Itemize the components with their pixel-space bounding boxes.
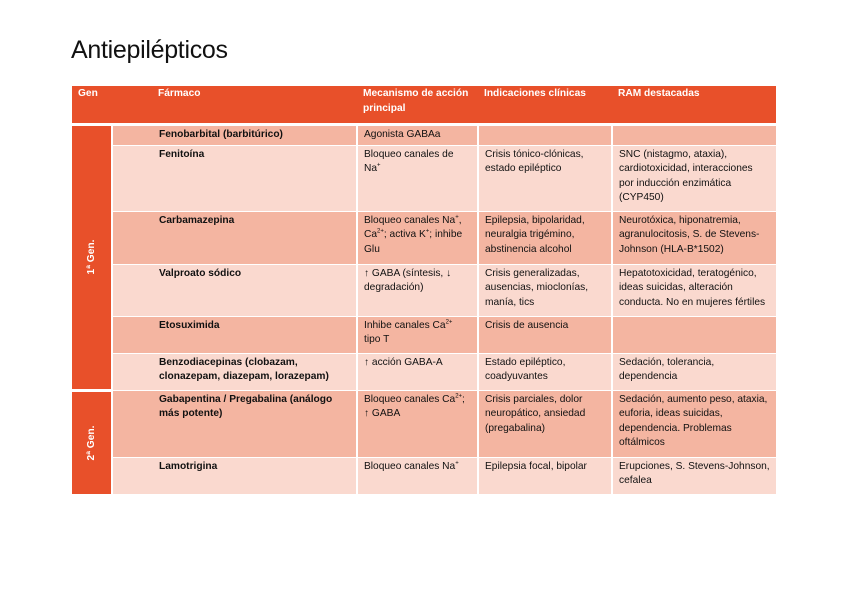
header-adverse: RAM destacadas	[612, 86, 776, 125]
antiepileptics-table	[72, 86, 776, 494]
generation-label-1: 1ª Gen.	[85, 239, 97, 275]
mechanism-cell: Inhibe canales $Ca^{2+}$ tipo T	[357, 316, 478, 353]
table-row	[72, 353, 776, 390]
mechanism-cell: Bloqueo canales $Ca^{2+}$; ↑ GABA	[357, 390, 478, 457]
header-row	[72, 86, 776, 125]
header-mechanism: Mecanismo de acción principal	[357, 86, 478, 125]
table-row	[72, 390, 776, 457]
header-indications: Indicaciones clínicas	[478, 86, 612, 125]
adverse-cell: Hepatotoxicidad, teratogénico, ideas suicidas, alteración conducta. No en mujeres fértiles	[612, 264, 776, 316]
drug-cell: Fenitoína	[112, 145, 357, 211]
indications-cell	[478, 125, 612, 146]
table-row	[72, 264, 776, 316]
mechanism-cell: Bloqueo canales Na+	[357, 457, 478, 494]
table-row	[72, 316, 776, 353]
header-drug: Fármaco	[112, 86, 357, 125]
adverse-cell: Neurotóxica, hiponatremia, agranulocitosis, S. de Stevens-Johnson (HLA-B*1502)	[612, 211, 776, 264]
drug-cell: Etosuximida	[112, 316, 357, 353]
page-title: Antiepilépticos	[71, 36, 228, 64]
mechanism-cell: Bloqueo canales de Na+	[357, 145, 478, 211]
indications-cell: Crisis de ausencia	[478, 316, 612, 353]
adverse-cell: Sedación, tolerancia, dependencia	[612, 353, 776, 390]
indications-cell: Crisis parciales, dolor neuropático, ansiedad (pregabalina)	[478, 390, 612, 457]
indications-cell: Estado epiléptico, coadyuvantes	[478, 353, 612, 390]
generation-cell-2	[72, 390, 112, 494]
indications-cell: Crisis tónico-clónicas, estado epiléptico	[478, 145, 612, 211]
adverse-cell: Erupciones, S. Stevens-Johnson, cefalea	[612, 457, 776, 494]
mechanism-cell: Bloqueo canales Na+, $Ca^{2+}$; activa K+; inhibe Glu	[357, 211, 478, 264]
table-row	[72, 125, 776, 146]
drug-cell: Benzodiacepinas (clobazam, clonazepam, diazepam, lorazepam)	[112, 353, 357, 390]
drug-cell: Fenobarbital (barbitúrico)	[112, 125, 357, 146]
indications-cell: Crisis generalizadas, ausencias, mioclonías, manía, tics	[478, 264, 612, 316]
mechanism-cell: ↑ acción GABA-A	[357, 353, 478, 390]
drug-cell: Lamotrigina	[112, 457, 357, 494]
generation-label-2: 2ª Gen.	[85, 425, 97, 461]
indications-cell: Epilepsia, bipolaridad, neuralgia trigémino, abstinencia alcohol	[478, 211, 612, 264]
drug-cell: Gabapentina / Pregabalina (análogo más potente)	[112, 390, 357, 457]
table-row	[72, 145, 776, 211]
adverse-cell: SNC (nistagmo, ataxia), cardiotoxicidad, interacciones por inducción enzimática (CYP450)	[612, 145, 776, 211]
mechanism-cell: Agonista GABAa	[357, 125, 478, 146]
table-row	[72, 211, 776, 264]
generation-cell-1	[72, 125, 112, 391]
table-row	[72, 457, 776, 494]
adverse-cell: Sedación, aumento peso, ataxia, euforia, ideas suicidas, dependencia. Problemas oftálmicos	[612, 390, 776, 457]
header-gen: Gen	[72, 86, 112, 125]
adverse-cell	[612, 316, 776, 353]
adverse-cell	[612, 125, 776, 146]
mechanism-cell: ↑ GABA (síntesis, ↓ degradación)	[357, 264, 478, 316]
drug-cell: Carbamazepina	[112, 211, 357, 264]
indications-cell: Epilepsia focal, bipolar	[478, 457, 612, 494]
drug-cell: Valproato sódico	[112, 264, 357, 316]
